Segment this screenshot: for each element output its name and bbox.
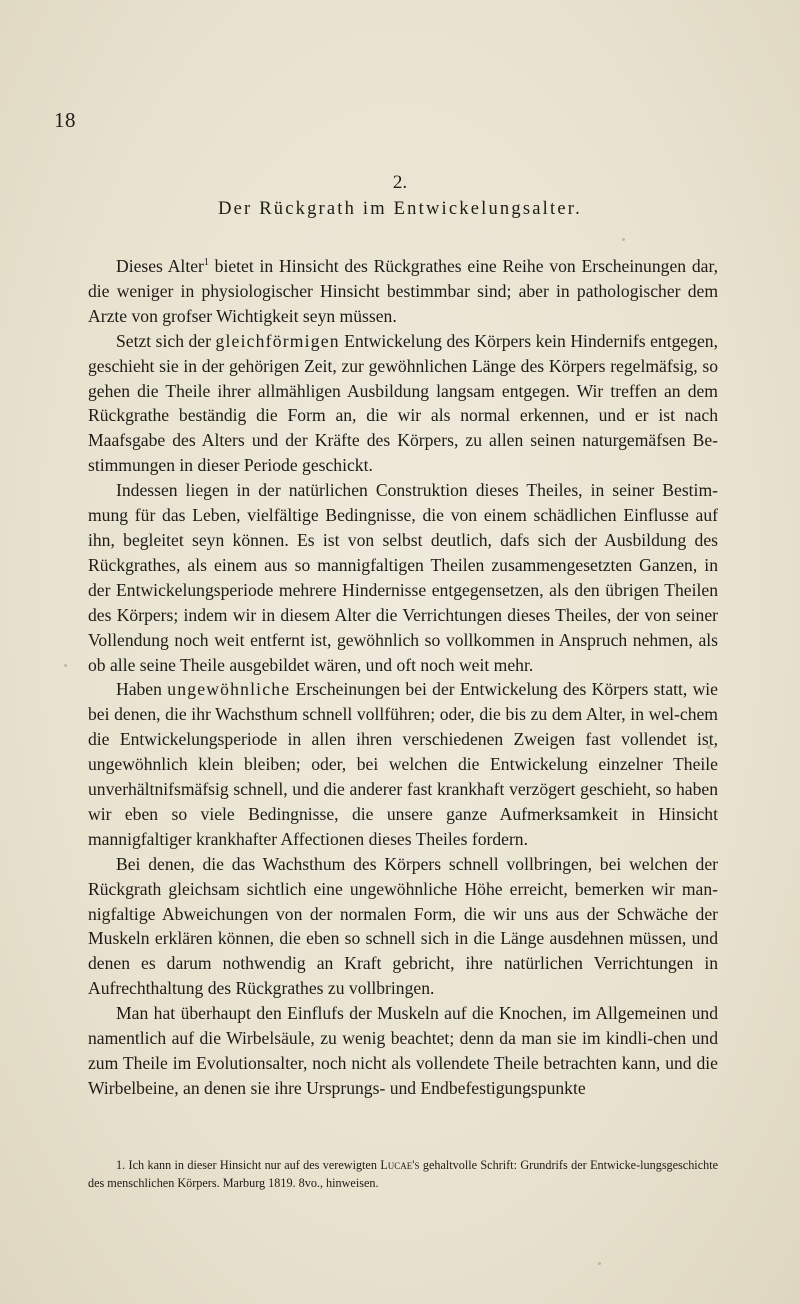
paragraph-4 [88, 677, 718, 851]
section-number: 2. [392, 172, 408, 193]
paper-speck [707, 745, 711, 749]
paragraph-2-emphasis: gleichförmigen [215, 330, 340, 351]
paragraph-4-rest: Erscheinungen bei der Entwickelung des Körpers statt, wie bei denen, die ihr Wachsthum schnell vollführen; oder, die bis zu dem Alter, in wel-chem die Entwickelungsperiode in allen ihren verschiedenen Zweigen fast vollendet ist, ungewöhnlich klein bleiben; oder, bei welchen die Entwickelung einzelner Theile unverhältnifsmäfsig schnell, und die anderer fast krankhaft verzögert geschieht, so haben wir eben so viele Bedingnisse, die unsere ganze Aufmerksamkeit in Hinsicht mannigfaltiger krankhafter Affectionen dieses Theiles fordern. [88, 679, 718, 849]
paragraph-1 [88, 254, 718, 329]
page-number: 18 [54, 108, 76, 132]
paragraph-1-start: Dieses Alter [116, 256, 204, 276]
footnote-marker: 1. [116, 1158, 126, 1172]
paragraph-2 [88, 329, 718, 478]
paper-speck [598, 1262, 601, 1265]
footnote-reference: 1 [203, 257, 209, 269]
paragraph-2-rest: Entwickelung des Körpers kein Hindernifs entgegen, geschieht sie in der gehörigen Zeit, zur gewöhnlichen Länge des Körpers regelmäfsig, so gehen die Theile ihrer allmähligen Ausbildung langsam entgegen. Wir treffen an dem Rückgrathe beständig die Form an, die wir als normal erkennen, und er ist nach Maafsgabe des Alters und der Kräfte des Körpers, zu allen seinen naturgemäfsen Be-stimmungen in dieser Periode geschickt. [88, 330, 718, 476]
paper-speck [64, 664, 67, 667]
paragraph-2-lead: Setzt sich der [116, 330, 216, 351]
paragraph-5: Bei denen, die das Wachsthum des Körpers schnell vollbringen, bei welchen der Rückgrath gleichsam sichtlich eine ungewöhnliche Höhe erreicht, bemerken wir man-nigfaltige Abweichungen von der normalen Form, die wir uns aus der Schwäche der Muskeln erklären können, die eben so schnell sich in die Länge ausdehnen müssen, und denen es darum nothwendig an Kraft gebricht, ihre natürlichen Verrichtungen in Aufrechthaltung des Rückgrathes zu vollbringen. [88, 853, 718, 999]
paragraph-1-rest: bietet in Hinsicht des Rückgrathes eine Reihe von Erscheinungen dar, die weniger in physiologischer Hinsicht bestimmbar sind; aber in pathologischer dem Arzte von grofser Wichtigkeit seyn müssen. [88, 256, 718, 326]
paragraph-6: Man hat überhaupt den Einflufs der Muskeln auf die Knochen, im Allgemeinen und namentlich auf die Wirbelsäule, zu wenig beachtet; denn da man sie im kindli-chen und zum Theile im Evolutionsalter, noch nicht als vollendete Theile betrachten kann, und die Wirbelbeine, an denen sie ihre Ursprungs- und Endbefestigungspunkte [88, 1003, 718, 1098]
footnote-author: Lucae's [380, 1158, 420, 1172]
body-text [88, 254, 718, 1101]
footnote-text-start: Ich kann in dieser Hinsicht nur auf des verewigten [125, 1158, 381, 1172]
footnote-text-end: gehaltvolle Schrift: Grundrifs der Entwicke-lungsgeschichte des menschlichen Körpers. Marburg 1819. 8vo., hinweisen. [88, 1158, 718, 1190]
paragraph-4-emphasis: ungewöhnliche [167, 679, 291, 700]
footnote [88, 1157, 718, 1192]
paragraph-4-lead: Haben [116, 679, 168, 700]
section-title: Der Rückgrath im Entwickelungsalter. [218, 199, 582, 219]
paragraph-3: Indessen liegen in der natürlichen Construktion dieses Theiles, in seiner Bestim-mung für das Leben, vielfältige Bedingnisse, die von einem schädlichen Einflusse auf ihn, begleitet seyn können. Es ist von selbst deutlich, dafs sich der Ausbildung des Rückgrathes, als einem aus so mannigfaltigen Theilen zusammengesetzten Ganzen, in der Entwickelungsperiode mehrere Hindernisse entgegensetzen, als den übrigen Theilen des Körpers; indem wir in diesem Alter die Verrichtungen dieses Theiles, der von seiner Vollendung noch weit entfernt ist, gewöhnlich so vollkommen in Anspruch nehmen, als ob alle seine Theile ausgebildet wären, und oft noch weit mehr. [88, 480, 718, 675]
paper-speck [622, 238, 625, 241]
